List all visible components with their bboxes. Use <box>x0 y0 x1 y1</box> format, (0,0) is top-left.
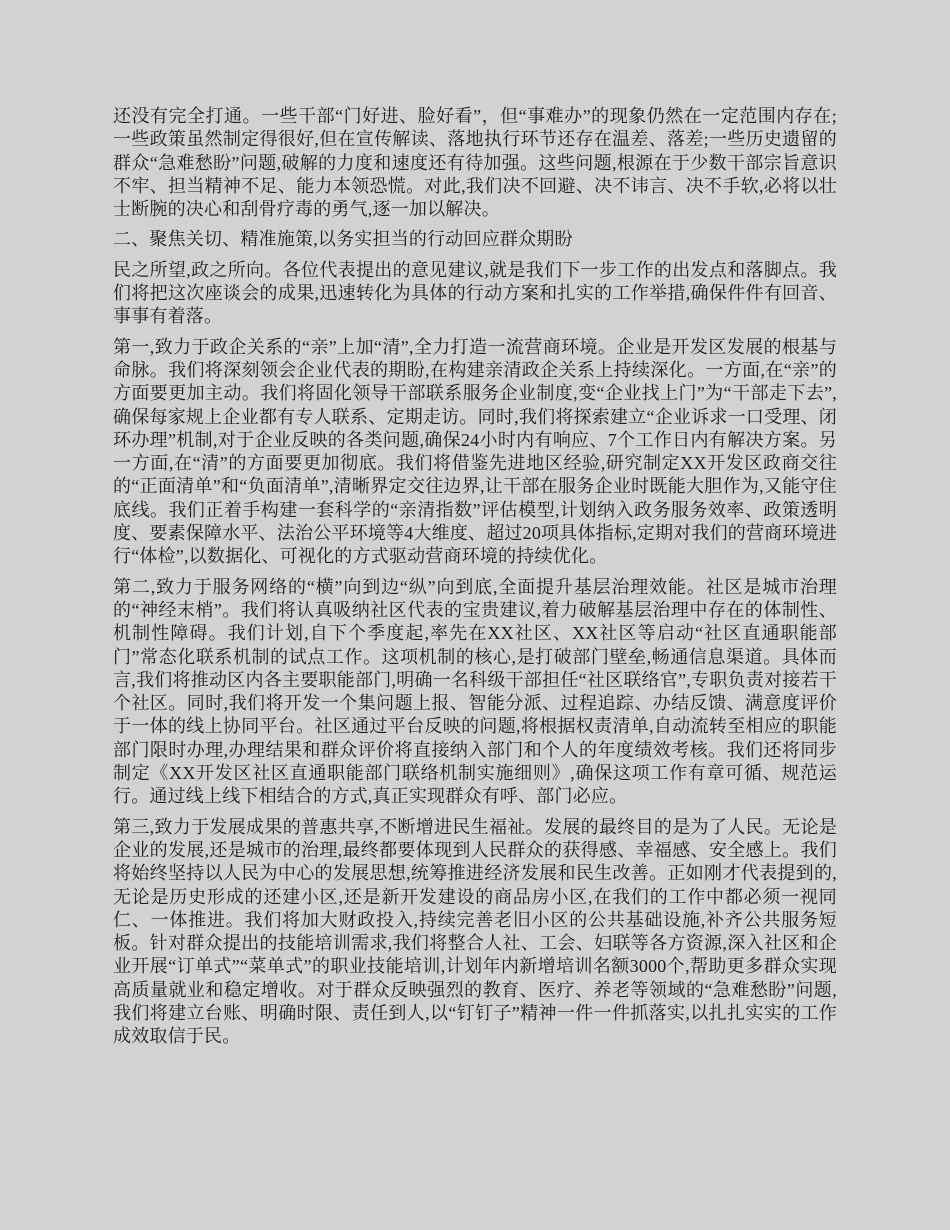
paragraph-continuation: 还没有完全打通。一些干部“门好进、脸好看”，但“事难办”的现象仍然在一定范围内存在;一些政策虽然制定得很好,但在宣传解读、落地执行环节还存在温差、落差;一些历史遗留的群众“急难愁盼”问题,破解的力度和速度还有待加强。这些问题,根源在于少数干部宗旨意识不牢、担当精神不足、能力本领恐慌。对此,我们决不回避、决不讳言、决不手软,必将以壮士断腕的决心和刮骨疗毒的勇气,逐一加以解决。 <box>113 106 837 220</box>
document-page <box>113 0 837 1136</box>
paragraph-third-point: 第三,致力于发展成果的普惠共享,不断增进民生福祉。发展的最终目的是为了人民。无论是企业的发展,还是城市的治理,最终都要体现到人民群众的获得感、幸福感、安全感上。我们将始终坚持以人民为中心的发展思想,统筹推进经济发展和民生改善。正如刚才代表提到的,无论是历史形成的还建小区,还是新开发建设的商品房小区,在我们的工作中都必须一视同仁、一体推进。我们将加大财政投入,持续完善老旧小区的公共基础设施,补齐公共服务短板。针对群众提出的技能培训需求,我们将整合人社、工会、妇联等各方资源,深入社区和企业开展“订单式”“菜单式”的职业技能培训,计划年内新增培训名额3000个,帮助更多群众实现高质量就业和稳定增收。对于群众反映强烈的教育、医疗、养老等领域的“急难愁盼”问题,我们将建立台账、明确时限、责任到人,以“钉钉子”精神一件一件抓落实,以扎扎实实的工作成效取信于民。 <box>113 816 837 1047</box>
paragraph-second-point: 第二,致力于服务网络的“横”向到边“纵”向到底,全面提升基层治理效能。社区是城市治理的“神经末梢”。我们将认真吸纳社区代表的宝贵建议,着力破解基层治理中存在的体制性、机制性障碍。我们计划,自下个季度起,率先在XX社区、XX社区等启动“社区直通职能部门”常态化联系机制的试点工作。这项机制的核心,是打破部门壁垒,畅通信息渠道。具体而言,我们将推动区内各主要职能部门,明确一名科级干部担任“社区联络官”,专职负责对接若干个社区。同时,我们将开发一个集问题上报、智能分派、过程追踪、办结反馈、满意度评价于一体的线上协同平台。社区通过平台反映的问题,将根据权责清单,自动流转至相应的职能部门限时办理,办理结果和群众评价将直接纳入部门和个人的年度绩效考核。我们还将同步制定《XX开发区社区直通职能部门联络机制实施细则》,确保这项工作有章可循、规范运行。通过线上线下相结合的方式,真正实现群众有呼、部门必应。 <box>113 576 837 807</box>
paragraph-intro: 民之所望,政之所向。各位代表提出的意见建议,就是我们下一步工作的出发点和落脚点。我们将把这次座谈会的成果,迅速转化为具体的行动方案和扎实的工作举措,确保件件有回音、事事有着落。 <box>113 259 837 327</box>
section-heading: 二、聚焦关切、精准施策,以务实担当的行动回应群众期盼 <box>113 229 573 250</box>
paragraph-first-point: 第一,致力于政企关系的“亲”上加“清”,全力打造一流营商环境。企业是开发区发展的根基与命脉。我们将深刻领会企业代表的期盼,在构建亲清政企关系上持续深化。一方面,在“亲”的方面要更加主动。我们将固化领导干部联系服务企业制度,变“企业找上门”为“干部走下去”,确保每家规上企业都有专人联系、定期走访。同时,我们将探索建立“企业诉求一口受理、闭环办理”机制,对于企业反映的各类问题,确保24小时内有响应、7个工作日内有解决方案。另一方面,在“清”的方面要更加彻底。我们将借鉴先进地区经验,研究制定XX开发区政商交往的“正面清单”和“负面清单”,清晰界定交往边界,让干部在服务企业时既能大胆作为,又能守住底线。我们正着手构建一套科学的“亲清指数”评估模型,计划纳入政务服务效率、政策透明度、要素保障水平、法治公平环境等4大维度、超过20项具体指标,定期对我们的营商环境进行“体检”,以数据化、可视化的方式驱动营商环境的持续优化。 <box>113 336 837 567</box>
